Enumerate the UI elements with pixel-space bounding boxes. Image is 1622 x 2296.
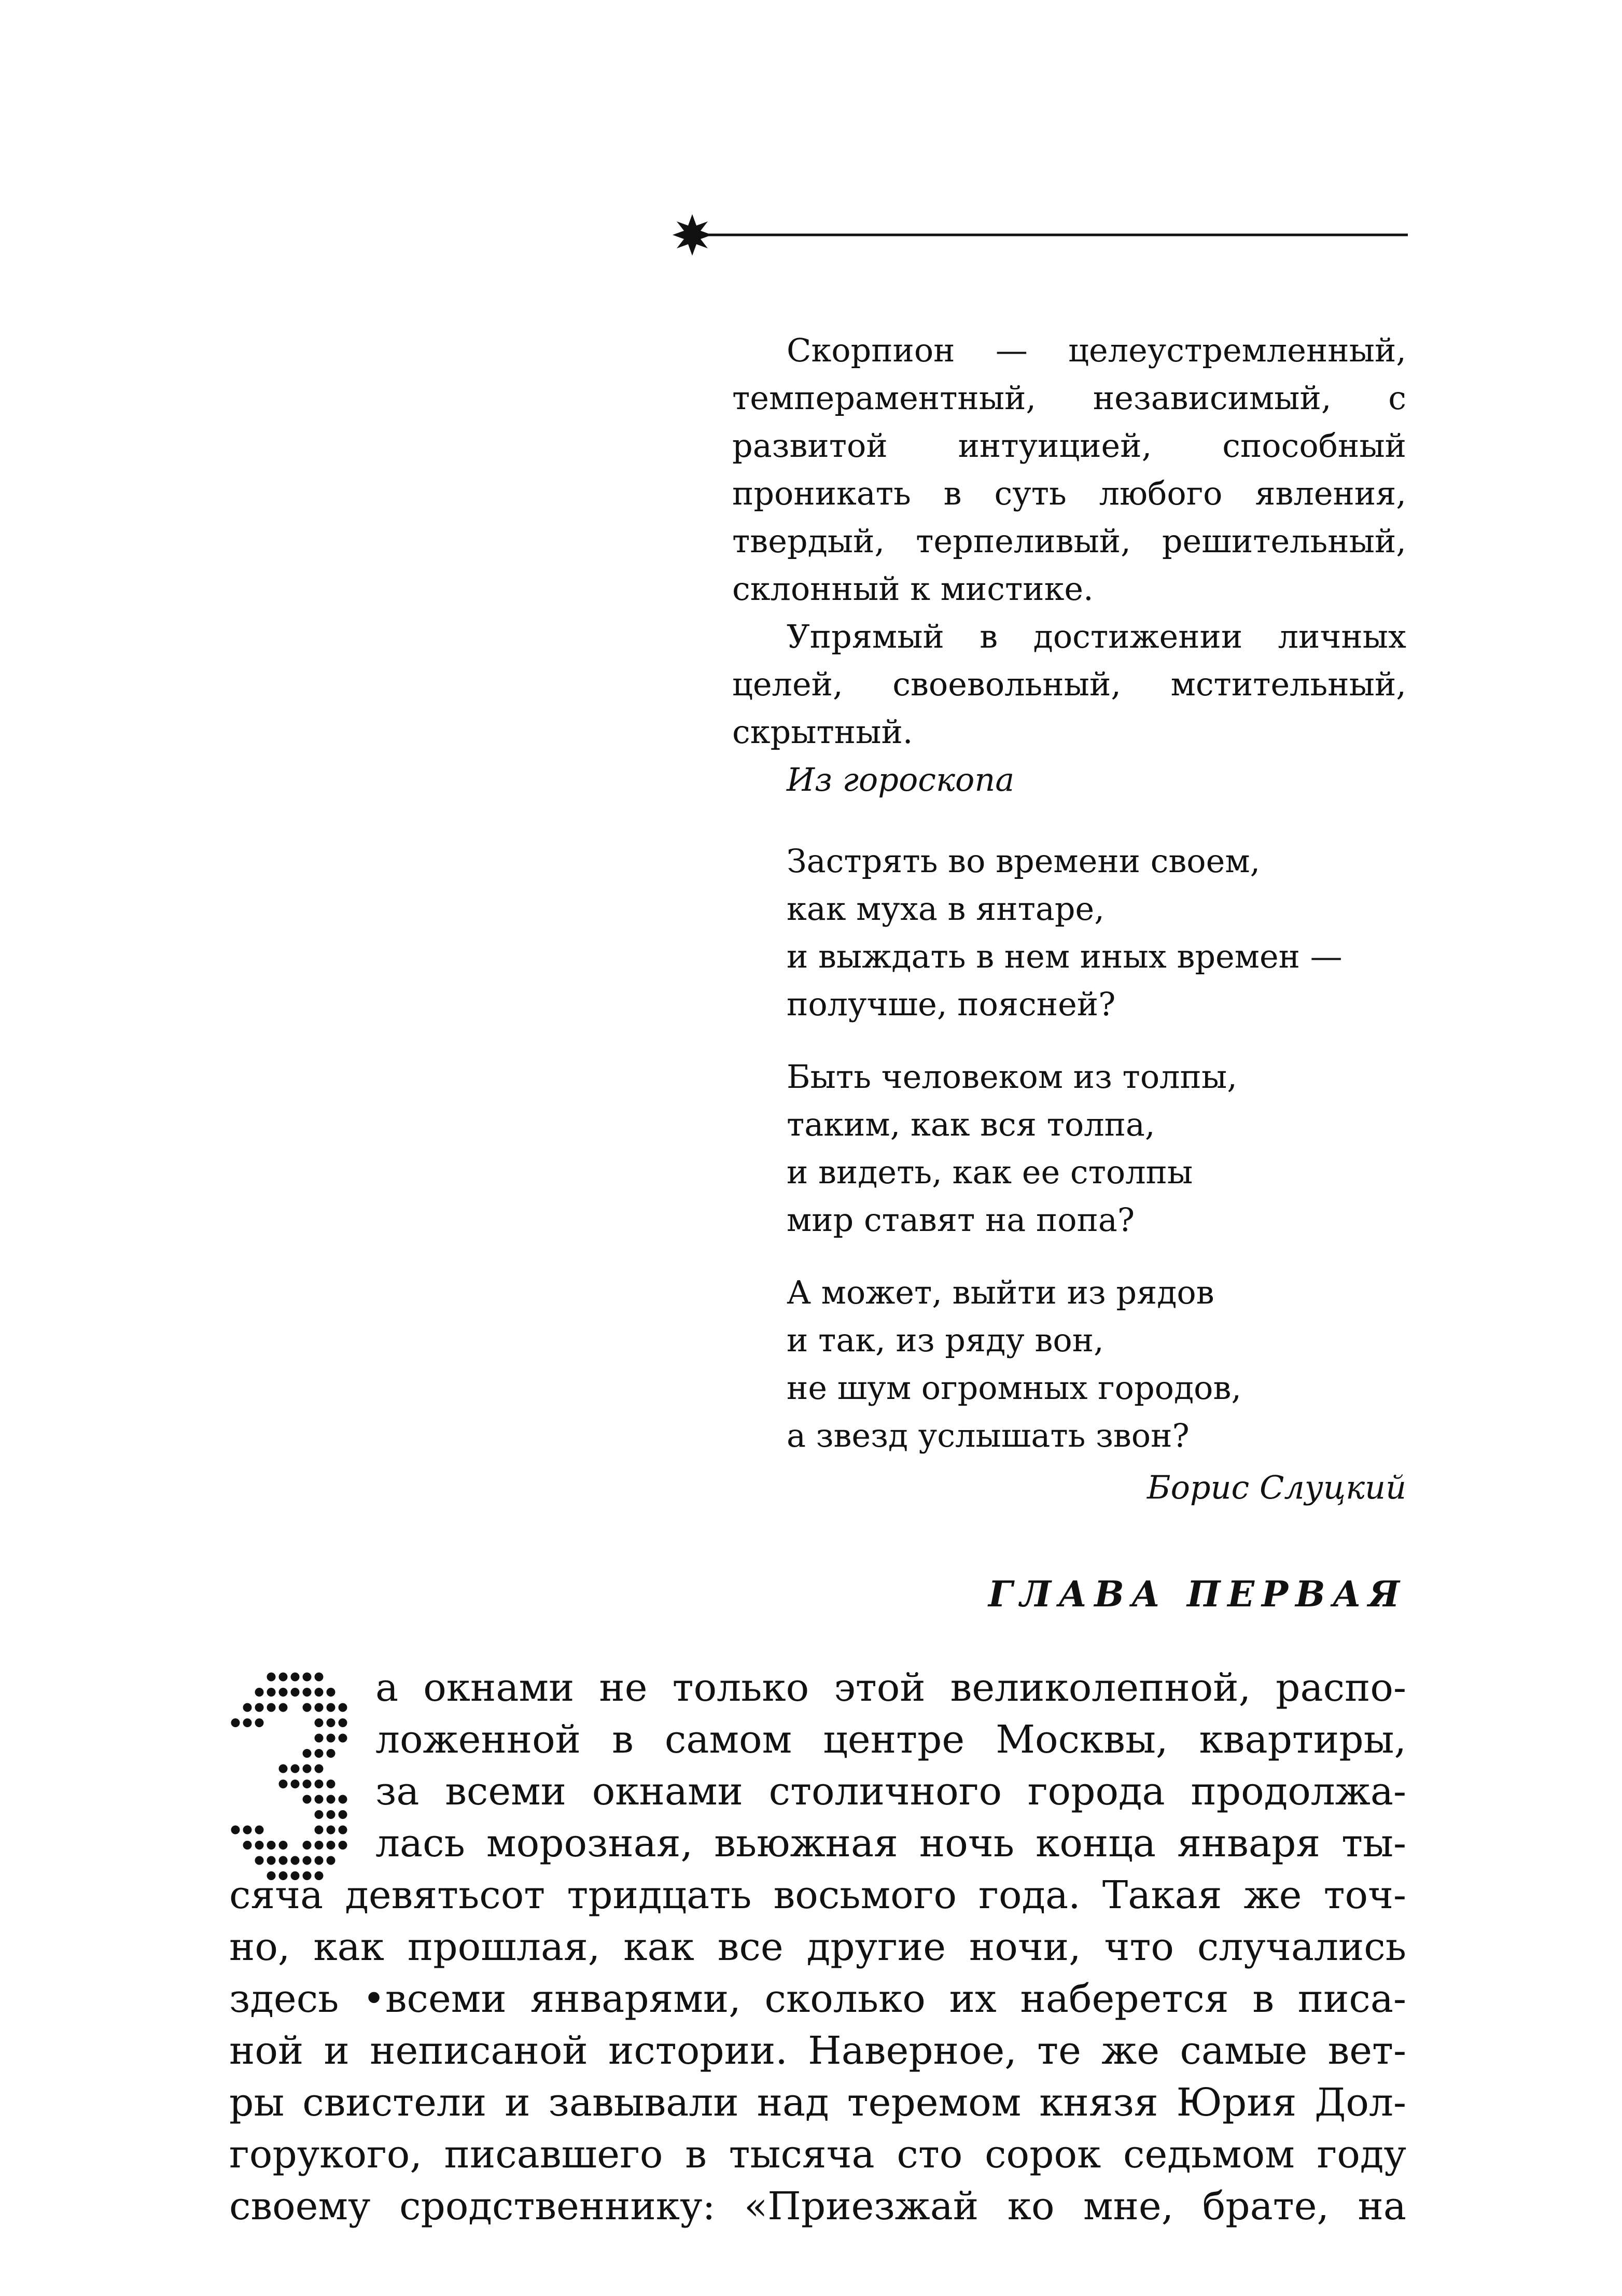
poem-line: и выждать в нем иных времен —	[787, 937, 1343, 975]
poem-line: мир ставят на попа?	[787, 1201, 1135, 1239]
epigraph-attribution: Из гороскопа	[787, 761, 1015, 799]
poem-stanza	[732, 837, 1406, 1028]
body-line: а окнами не только этой великолепной, распо-	[375, 1665, 1406, 1710]
poem-line: А может, выйти из рядов	[787, 1273, 1214, 1311]
chapter-title: ГЛАВА ПЕРВАЯ	[988, 1574, 1407, 1615]
epigraph-horoscope	[732, 327, 1406, 804]
poem-attribution: Борис Слуцкий	[1147, 1468, 1406, 1506]
epigraph-paragraph: Скорпион — целеустремленный, темпераментный, независимый, с развитой интуицией, способный проникать в суть любого явления, твердый, терпеливый, решительный, склонный к мистике.	[732, 331, 1406, 608]
body-line: своему сродственнику: «Приезжай ко мне, брате, на	[229, 2184, 1406, 2229]
poem-line: не шум огромных городов,	[787, 1369, 1242, 1407]
poem-line: Быть человеком из толпы,	[787, 1058, 1237, 1096]
epigraph-poem	[732, 837, 1406, 1511]
chapter-body	[229, 1662, 1406, 2232]
poem-line: и видеть, как ее столпы	[787, 1153, 1193, 1191]
poem-line: и так, из ряду вон,	[787, 1321, 1104, 1359]
body-line: ложенной в самом центре Москвы, квартиры,	[375, 1717, 1406, 1762]
body-line: но, как прошлая, как все другие ночи, что случались	[229, 1925, 1406, 1969]
body-line: здесь •всеми январями, сколько их наберется в писа-	[229, 1977, 1406, 2021]
poem-line: Застрять во времени своем,	[787, 842, 1261, 880]
body-line: за всеми окнами столичного города продолжа-	[375, 1769, 1406, 1814]
poem-line: как муха в янтаре,	[787, 890, 1104, 928]
poem-line: а звезд услышать звон?	[787, 1417, 1190, 1454]
poem-line: получше, поясней?	[787, 985, 1116, 1023]
epigraph-paragraph: Упрямый в достижении личных целей, своевольный, мстительный, скрытный.	[732, 618, 1406, 751]
body-line: ной и неписаной истории. Наверное, те же самые вет-	[229, 2028, 1406, 2073]
poem-stanza	[732, 1053, 1406, 1244]
poem-stanza	[732, 1269, 1406, 1460]
body-line: горукого, писавшего в тысяча сто сорок седьмом году	[229, 2132, 1406, 2177]
body-line: ры свистели и завывали над теремом князя Юрия Дол-	[229, 2080, 1406, 2125]
chapter-ornament	[672, 210, 1408, 257]
body-line: сяча девятьсот тридцать восьмого года. Такая же точ-	[229, 1873, 1406, 1917]
body-line: лась морозная, вьюжная ночь конца января ты-	[375, 1821, 1406, 1866]
star-ornament-icon	[673, 214, 712, 256]
poem-line: таким, как вся толпа,	[787, 1105, 1155, 1143]
